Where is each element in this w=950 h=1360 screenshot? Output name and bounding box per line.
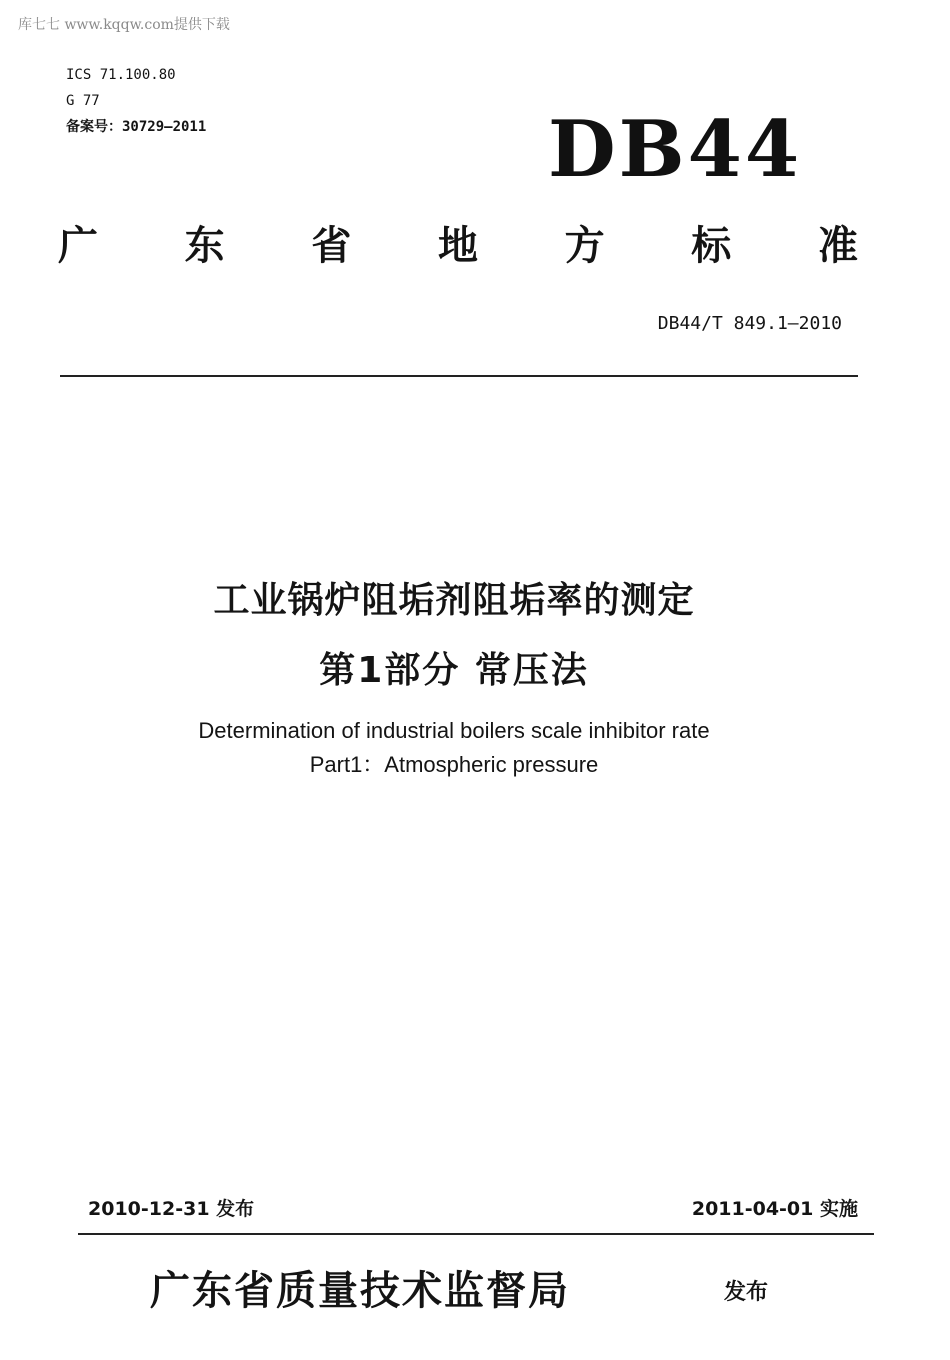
publish-label: 发布: [724, 1280, 769, 1305]
standard-type-char: 广: [58, 223, 98, 269]
classification-code: G 77: [66, 93, 100, 109]
standard-number: DB44/T 849.1—2010: [657, 313, 842, 334]
title-chinese-line-2: 第1部分 常压法: [319, 650, 589, 691]
standard-type-char: 东: [184, 223, 225, 269]
title-english-line-2: Part1：Atmospheric pressure: [309, 752, 599, 777]
issue-date: 2010-12-31 发布: [88, 1198, 255, 1220]
effective-date: 2011-04-01 实施: [691, 1198, 858, 1220]
ics-code: ICS 71.100.80: [66, 67, 176, 83]
record-number: 备案号：30729—2011: [66, 119, 207, 135]
standard-type-char: 标: [691, 223, 732, 269]
title-english-line-1: Determination of industrial boilers scale inhibitor rate: [198, 718, 710, 743]
standard-type-char: 省: [311, 223, 352, 269]
title-chinese-line-1: 工业锅炉阻垢剂阻垢率的测定: [213, 580, 695, 621]
standard-type-char: 地: [437, 223, 478, 269]
watermark-text: 库七七 www.kqqw.com提供下载: [18, 17, 230, 33]
standard-type-heading: [58, 222, 858, 270]
standard-type-char: 准: [817, 223, 858, 269]
top-divider: [60, 375, 858, 377]
db-mark: DB44: [548, 104, 803, 195]
bottom-divider: [78, 1233, 874, 1235]
publisher-name: 广东省质量技术监督局: [150, 1267, 570, 1314]
standard-type-char: 方: [564, 223, 605, 269]
